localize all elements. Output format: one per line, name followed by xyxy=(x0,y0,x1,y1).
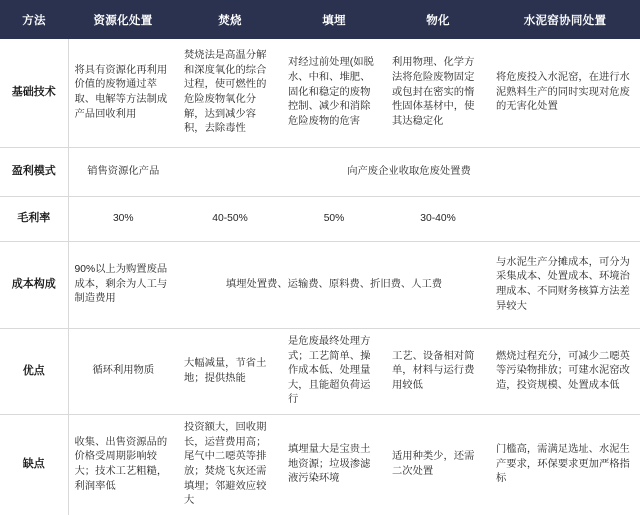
table-row-gross-margin xyxy=(0,197,640,242)
cell-pros-resource-recovery: 循环利用物质 xyxy=(68,329,178,415)
table-row-basic-technology xyxy=(0,39,640,148)
column-header-cement-kiln: 水泥窑协同处置 xyxy=(490,0,640,39)
cell-basic-physicochemical: 利用物理、化学方法将危险废物固定或包封在密实的惰性固体基材中，使其达稳定化 xyxy=(386,39,490,148)
cell-pros-incineration: 大幅减量，节省土地；提供热能 xyxy=(178,329,282,415)
cell-basic-cement-kiln: 将危废投入水泥窑，在进行水泥熟料生产的同时实现对危废的无害化处置 xyxy=(490,39,640,148)
cell-cost-resource-recovery: 90%以上为购置废品成本，剩余为人工与制造费用 xyxy=(68,242,178,329)
table-header-row xyxy=(0,0,640,39)
cell-basic-landfill: 对经过前处理(如脱水、中和、堆肥、固化和稳定的废物控制、减少和消除危险废物的危害 xyxy=(282,39,386,148)
column-header-physicochemical: 物化 xyxy=(386,0,490,39)
table-row-disadvantages xyxy=(0,415,640,515)
cell-pros-cement-kiln: 燃烧过程充分，可减少二噁英等污染物排放；可建水泥窑改造，投资规模、处置成本低 xyxy=(490,329,640,415)
row-header-profit-model: 盈利模式 xyxy=(0,148,68,197)
column-header-landfill: 填埋 xyxy=(282,0,386,39)
cell-profit-resource-recovery: 销售资源化产品 xyxy=(68,148,178,197)
table-row-cost-structure xyxy=(0,242,640,329)
cell-margin-incineration: 40-50% xyxy=(178,197,282,242)
cell-cost-merged: 填埋处置费、运输费、原料费、折旧费、人工费 xyxy=(178,242,490,329)
cell-cons-landfill: 填埋量大是宝贵土地资源；垃圾渗滤液污染环境 xyxy=(288,444,371,485)
row-header-gross-margin: 毛利率 xyxy=(0,197,68,242)
column-header-incineration: 焚烧 xyxy=(178,0,282,39)
cell-margin-physicochemical: 30-40% xyxy=(386,197,490,242)
cell-cons-physicochemical: 适用种类少，还需二次处置 xyxy=(392,451,475,478)
row-header-basic-technology: 基础技术 xyxy=(0,39,68,148)
table-row-advantages xyxy=(0,329,640,415)
cell-profit-fee-merged: 向产废企业收取危废处置费 xyxy=(178,148,640,197)
column-header-resource-recovery: 资源化处置 xyxy=(68,0,178,39)
cell-cost-cement-kiln: 与水泥生产分摊成本，可分为采集成本、处置成本、环境治理成本、不同财务核算方法差异较大 xyxy=(490,242,640,329)
cell-margin-cement-kiln xyxy=(490,197,640,242)
column-header-method: 方法 xyxy=(0,0,68,39)
row-header-disadvantages: 缺点 xyxy=(0,415,68,515)
cell-margin-resource-recovery: 30% xyxy=(68,197,178,242)
row-header-advantages: 优点 xyxy=(0,329,68,415)
cell-pros-physicochemical: 工艺、设备相对简单，材料与运行费用较低 xyxy=(386,329,490,415)
cell-margin-landfill: 50% xyxy=(282,197,386,242)
row-header-cost-structure: 成本构成 xyxy=(0,242,68,329)
cell-basic-incineration: 焚烧法是高温分解和深度氧化的综合过程，使可燃性的危险废物氧化分解，达到减少容积，去除毒性 xyxy=(178,39,282,148)
cell-cons-cement-kiln: 门槛高，需满足选址、水泥生产要求，环保要求更加严格指标 xyxy=(496,444,630,485)
cell-cons-resource-recovery: 收集、出售资源品的价格受周期影响较大；技术工艺粗糙，利润率低 xyxy=(74,436,168,492)
cell-cons-incineration: 投资额大，回收期长，运营费用高；尾气中二噁英等排放；焚烧飞灰还需填埋；邻避效应较大 xyxy=(184,422,267,507)
table-row-profit-model xyxy=(0,148,640,197)
cell-basic-resource-recovery: 将具有资源化再利用价值的废物通过萃取、电解等方法制成产品回收利用 xyxy=(68,39,178,148)
cell-pros-landfill: 是危废最终处理方式；工艺简单、操作成本低、处理量大，且能超负荷运行 xyxy=(282,329,386,415)
